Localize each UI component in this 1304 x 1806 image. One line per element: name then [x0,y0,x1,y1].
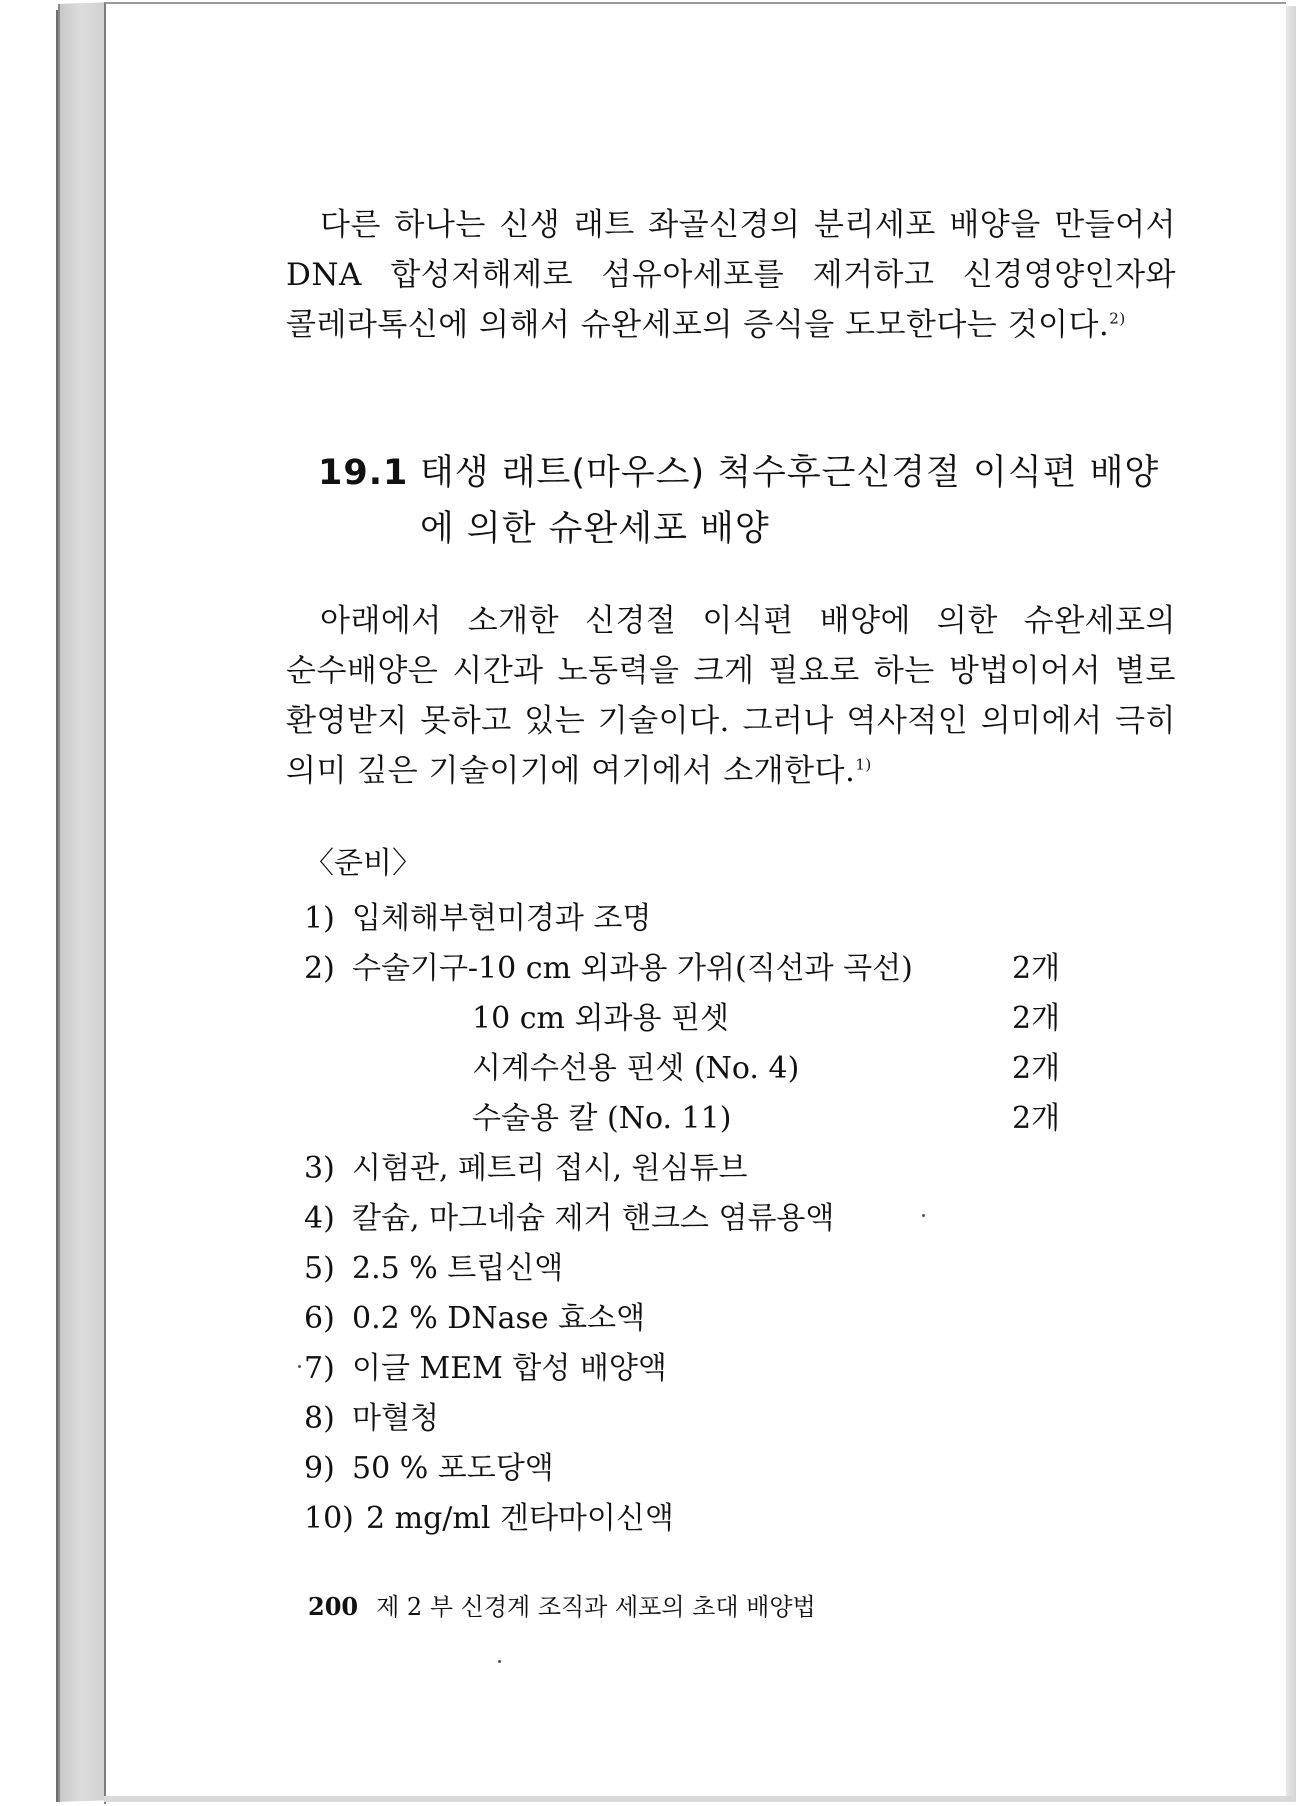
dust-speck [922,1214,925,1217]
dust-speck [298,1365,301,1368]
item-label: 4) [304,1201,335,1236]
section-title-line1: 태생 래트(마우스) 척수후근신경절 이식편 배양 [420,453,1160,493]
book-spine [58,2,108,1802]
dust-speck [498,1660,501,1663]
item-label: 10) [304,1501,354,1536]
paragraph-1 [286,200,1176,350]
item-text: 마혈청 [352,1401,439,1436]
item-label: 8) [304,1401,335,1436]
list-item [304,1244,1104,1294]
preparation-list [304,894,1104,1544]
section-number: 19.1 [318,453,409,493]
list-item [304,1394,1104,1444]
item-text: 0.2 % DNase 효소액 [352,1301,646,1336]
list-item [304,1344,1104,1394]
list-item [304,894,1104,944]
section-title-line2: 에 의한 슈완세포 배양 [420,509,770,549]
item-quantity: 2개 [1012,1001,1061,1036]
item-text: 2 mg/ml 겐타마이신액 [366,1501,674,1536]
list-item [304,994,1104,1044]
list-item [304,1444,1104,1494]
item-text: 수술용 칼 (No. 11) [472,1101,732,1136]
list-item [304,1094,1104,1144]
item-label: 3) [304,1151,335,1186]
paragraph-2-text: 아래에서 소개한 신경절 이식편 배양에 의한 슈완세포의 순수배양은 시간과 노동력을 크게 필요로 하는 방법이어서 별로 환영받지 못하고 있는 기술이다. 그러나 역사적인 의미에서 극히 의미 깊은 기술이기에 여기에서 소개한다. [286,603,1176,789]
list-item [304,1194,1104,1244]
item-label: 5) [304,1251,335,1286]
item-text: 시험관, 페트리 접시, 원심튜브 [352,1151,748,1186]
page-edge-bottom [104,1796,1294,1802]
item-text: 수술기구-10 cm 외과용 가위(직선과 곡선) [352,951,913,986]
preparation-title: 〈준비〉 [304,846,422,881]
running-title: 제 2 부 신경계 조직과 세포의 초대 배양법 [376,1593,816,1621]
list-item [304,1044,1104,1094]
item-label: 9) [304,1451,335,1486]
item-quantity: 2개 [1012,1101,1061,1136]
list-item [304,1294,1104,1344]
paragraph-1-ref: 2) [1109,309,1126,328]
item-label: 2) [304,951,335,986]
paragraph-2-ref: 1) [855,755,872,774]
item-label: 7) [304,1351,335,1386]
list-item [304,944,1104,994]
item-label: 1) [304,901,335,936]
page-footer [308,1590,816,1624]
page-number: 200 [308,1592,359,1621]
item-text: 입체해부현미경과 조명 [352,901,652,936]
item-text: 칼슘, 마그네슘 제거 핸크스 염류용액 [352,1201,835,1236]
item-text: 2.5 % 트립신액 [352,1251,564,1286]
item-text: 시계수선용 핀셋 (No. 4) [472,1051,800,1086]
item-quantity: 2개 [1012,1051,1061,1086]
item-text: 10 cm 외과용 핀셋 [472,1001,729,1036]
item-label: 6) [304,1301,335,1336]
item-text: 50 % 포도당액 [352,1451,554,1486]
list-item [304,1144,1104,1194]
paragraph-2 [286,596,1176,796]
list-item [304,1494,1104,1544]
item-quantity: 2개 [1012,951,1061,986]
paragraph-1-text: 다른 하나는 신생 래트 좌골신경의 분리세포 배양을 만들어서 DNA 합성저해제로 섬유아세포를 제거하고 신경영양인자와 콜레라톡신에 의해서 슈완세포의 증식을 도모한다는 것이다. [286,207,1176,343]
item-text: 이글 MEM 합성 배양액 [352,1351,667,1386]
